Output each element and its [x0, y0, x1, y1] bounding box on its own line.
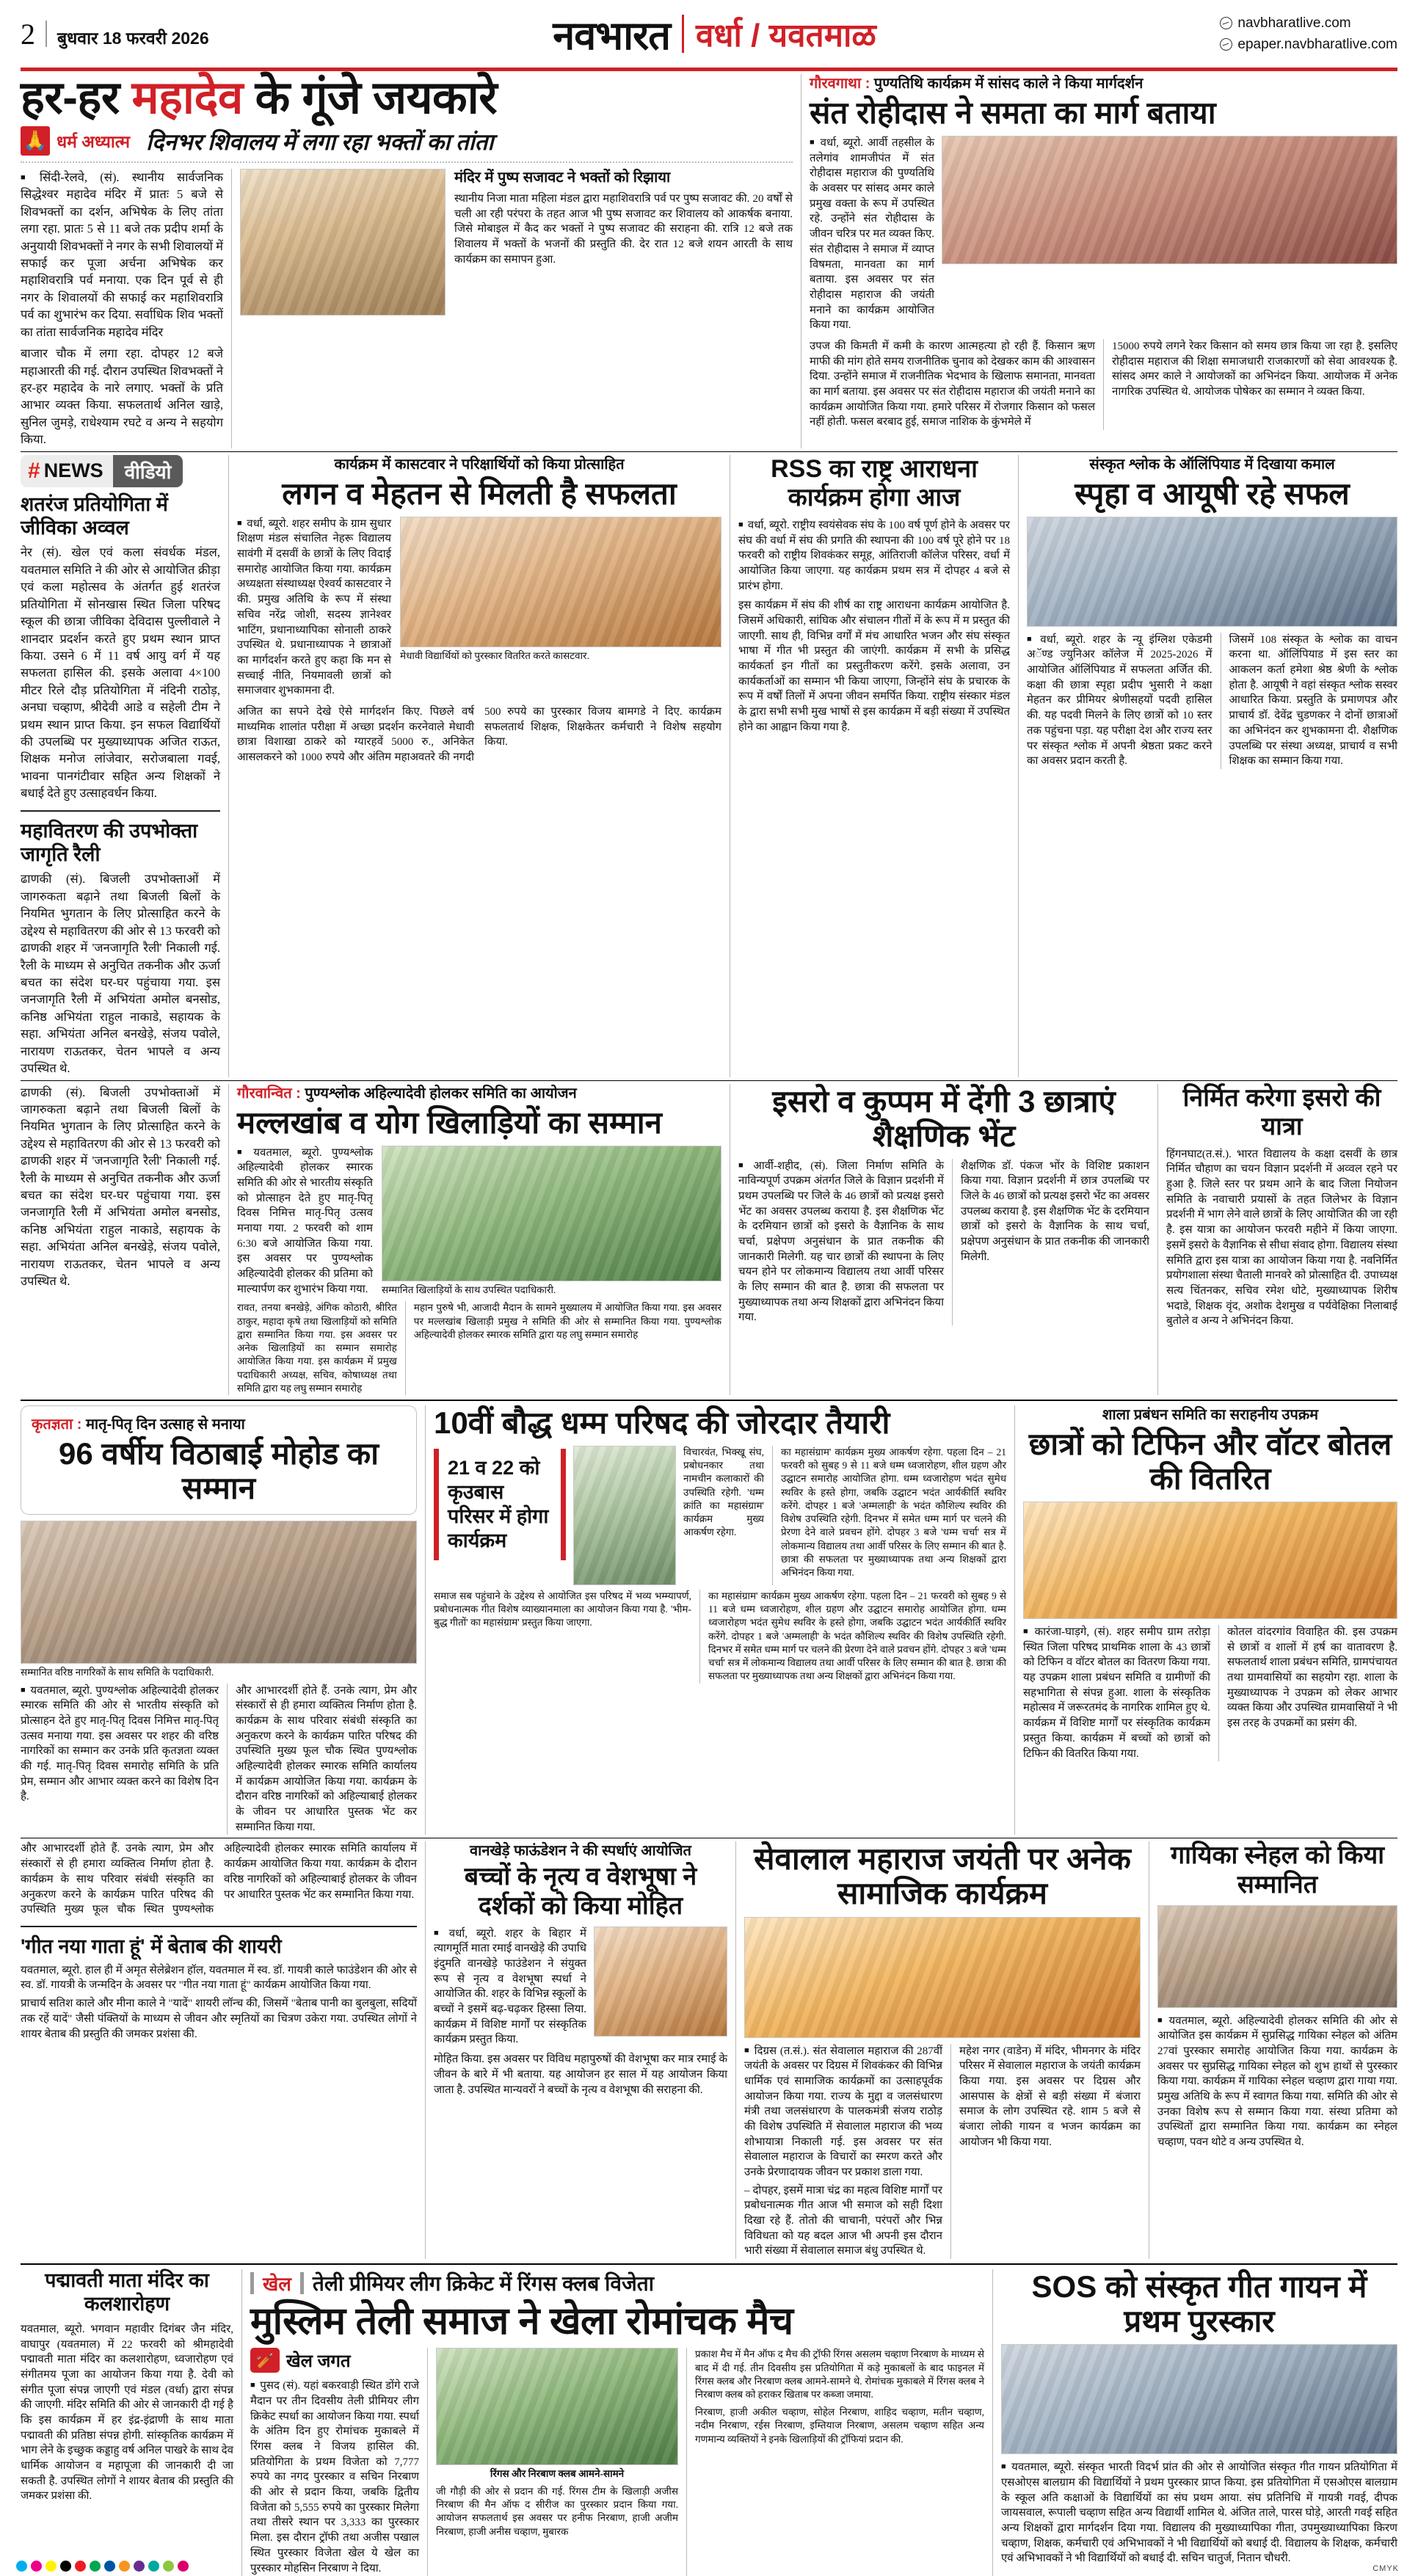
- sevalal-body3: महेश नगर (वाडेन) में मंदिर, भीमनगर के मंदिर परिसर में सेवालाल महाराज के जयंती कार्यक्रम किया गया. इस अवसर पर दिग्रस और आसपास के क्षेत्रों से बड़ी संख्या में बंजारा समाज के लोग उपस्थित रहे. शाम 5 बजे से बंजारा लोकी गायन व भजन कार्यक्रम का आयोजन भी किया गया.: [959, 2045, 1141, 2148]
- snehal-headline: गायिका स्नेहल को किया सम्मानित: [1170, 1841, 1385, 1899]
- epaper-row[interactable]: [1220, 34, 1397, 55]
- registration-dot: [178, 2561, 189, 2572]
- geet-headline: 'गीत नया गाता हूं' में बेताब की शायरी: [21, 1935, 282, 1957]
- wankhede-block: [434, 1841, 727, 2259]
- khel-section-label[interactable]: [250, 2269, 654, 2297]
- buddha-redbox-col: [434, 1446, 566, 1585]
- news-video-badge[interactable]: [21, 455, 183, 487]
- sanskrit-col1: [1027, 633, 1212, 769]
- isro-yatra-body: हिंगनघाट(त.सं.). भारत विद्यालय के कक्षा दसवीं के छात्र निर्मित चौहाण का चयन विज्ञान प्रदर्शनी में अव्वल रहने पर हुआ है. जिले स्तर पर प्रथम आने के बाद जिला नियोजन समिति के नवाचारी प्रयासों के तहत जिलेभर के विज्ञान प्रदर्शनी में भाग लेने वाले छात्रों के लिए आयोजित की जा रही है. इस यात्रा का आयोजन फरवरी महीने में किया जाएगा. इसमें इसरो के वैज्ञानिक से सीधा संवाद होगा. विद्यालय संस्था समिति द्वारा इस यात्रा का आयोजन किया गया है. नवनिर्मित प्रयोगशाला संस्था चैताली मानवरे को प्रोत्साहित दी. उपाध्यक्ष सत्य चिंतनकर, सचिव रमेश धोटे, मुख्याध्यापक शिरीष भदाडे, शिक्षक वृंद, अशोक देशमुख व पर्यवेक्षिका निलाबाई बुतोले व अन्य ने अभिनंदन किया.: [1166, 1148, 1397, 1328]
- lagan-kicker: कार्यक्रम में कासटवार ने परिक्षार्थियों को किया प्रोत्साहित: [334, 456, 625, 473]
- tiffin-block: [1023, 1405, 1397, 1835]
- khel-badge-col: [250, 2348, 419, 2576]
- lead-headline: हर-हर महादेव के गूंजे जयकारे: [21, 73, 498, 123]
- masthead-red-rule: [21, 68, 1397, 71]
- khel-photo: [436, 2348, 678, 2465]
- lead-story-text: ■ सिंदी-रेलवे, (सं). स्थानीय सार्वजनिक सिद्धेश्वर महादेव मंदिर में प्रातः 5 बजे से शिवभक्तों का दर्शन, अभिषेक के लिए तांता लगा रहा. प्रातः 5 से 11 बजे तक प्रदीप शर्मा के अनुयायी शिवभक्तों ने नगर के सभी शिवालयों में सफाई कर पूजा अर्चना अभिषेक कर महाशिवरात्रि पर्व मनाया. एक दिन पूर्व से ही नगर के शिवालयों की सफाई कर महाशिवरात्रि पर्व का शुभारंभ कर दिया. सर्वाधिक शिव भक्तों का तांता सार्वजनिक महादेव मंदिर: [21, 169, 223, 341]
- lagan-body: ■ वर्धा, ब्यूरो. शहर समीप के ग्राम सुधार शिक्षण मंडल संचालित नेहरू विद्यालय सावंगी में दसवीं के छात्रों के लिए विदाई समारोह आयोजित किया गया. कार्यक्रम अध्यक्षता संस्थाध्यक्ष ऐश्वर्य कासटवार ने की. प्रमुख अतिथि के रूप में संस्था सचिव नरेंद्र जोशी, सदस्य ज्ञानेश्वर भाटिंग, प्रधानाध्यापिका सोनाली ठाकरे उपस्थित थे. प्रधानाध्यापक ने छात्राओं का मार्गदर्शन करते हुए कहा कि मन से सच्चाई नीति, नियमावली छात्रों को समाजवार शुभकामना दी.: [237, 517, 391, 699]
- registration-dot: [104, 2561, 115, 2572]
- gauravgatha-body3: 15000 रुपये लगने रेकर किसान को समय छात्र किया जा रहा है. इसलिए रोहीदास महाराज की शिक्षा समाजधारी राजकारणों को सेवा आवश्यक है. सांसद अमर काले ने आयोजकों का अभिनंदन किया. आयोजक में अनेक नागरिक उपस्थित थे. आयोजक पोषेकर का सम्मान ने व्यक्त किया.: [1112, 340, 1397, 399]
- mallakhamb-col1: [237, 1301, 397, 1395]
- buddha-col2-text: का महासंग्राम' कार्यक्रम मुख्य आकर्षण रहेगा. पहला दिन – 21 फरवरी को सुबह 9 से 11 बजे धम्म ध्वजारोहण, शील ग्रहण और उद्घाटन समारोह आयोजित होगा. धम्म ध्वजारोहण भदंत सुमेध स्थविर के हस्ते होगा, जबकि उद्घाटन भदंत आर्यकीर्ति स्थविर करेंगे. दोपहर 1 बजे 'अम्मलाही' के भदंत कौशिल्य स्थविर की विशेष उपस्थिति रहेगी. दिनभर में समेत धम्म मार्ग पर चलने की प्रेरणा देने वाले प्रवचन होंगे. दोपहर 3 बजे 'धम्म चर्चा' सत्र में लोकमान्य विद्यालय तथा आर्वी परिसर के लिए सम्मान की बात है. छात्रा की सफलता पर मुख्याध्यापक तथा अन्य शिक्षकों द्वारा अभिनंदन किया गया.: [781, 1447, 1006, 1578]
- mallakhamb-body: ■ यवतमाल, ब्यूरो. पुण्यश्लोक अहिल्यादेवी होलकर स्मारक समिति की ओर से भारतीय संस्कृति को प्रोत्साहन देते हुए मातृ-पितृ दिवस निमित्त मातृ-पितृ उत्सव मनाया गया. 2 फरवरी को शाम 6:30 बजे आयोजित किया गया. इस अवसर पर पुण्यश्लोक अहिल्यादेवी होलकर की प्रतिमा को माल्यार्पण कर शुभारंभ किया गया.: [237, 1146, 373, 1298]
- sevalal-body: ■ दिग्रस (त.सं.). संत सेवालाल महाराज की 287वीं जयंती के अवसर पर दिग्रस में शिवकंकर की विभिन्न धार्मिक एवं सामाजिक कार्यक्रमों का उत्साहपूर्वक आयोजन किया गया. राज्य के मुद्दा व जलसंधारण मंत्री तथा जलसंधारण के पालकमंत्री संजय राठोड़ की विशेष उपस्थिति में सेवालाल महाराज की भव्य शोभायात्रा निकाली गई. इस अवसर पर संत सेवालाल महाराज के विचारों का स्मरण करते और उनके प्रेरणादायक जीवन पर प्रकाश डाला गया.: [744, 2044, 942, 2180]
- khel-label: खेल: [263, 2273, 291, 2296]
- tiffin-body: ■ कारंजा-घाड़गे, (सं). शहर समीप ग्राम तरोड़ा स्थित जिला परिषद प्राथमिक शाला के 43 छात्रों को टिफिन व वॉटर बोतल का वितरण किया गया. यह उपक्रम शाला प्रबंधन समिति व ग्रामीणों की सहभागिता से संपन्न हुआ. शाला के संस्कृतिक महोत्सव में जरूरतमंद के नागरिक शामिल हुए थे. कार्यक्रम में विशिष्ट मार्गों पर संस्कृतिक कार्यक्रम प्रस्तुत किया. कार्यक्रम में बच्चों को छात्रों को टिफिन की वितरित किया गया.: [1023, 1625, 1210, 1761]
- gauravgatha-headline: संत रोहीदास ने समता का मार्ग बताया: [810, 95, 1216, 130]
- lead-headline-red: महादेव: [131, 73, 243, 123]
- buddha-col1-text: विचारवंत, भिक्खू संघ, प्रबोधनकार तथा नामचीन कलाकारों की उपस्थिति रहेगी. 'धम्म क्रांति का महासंग्राम' कार्यक्रम मुख्य आकर्षण रहेगा.: [683, 1447, 764, 1538]
- masthead-left: [21, 17, 209, 51]
- masthead-divider: [46, 21, 47, 47]
- wankhede-body: ■ वर्धा, ब्यूरो. शहर के बिहार में त्यागमूर्ति माता रमाई वानखेड़े की उपाधि इंदुमति वानखेड़े फाउंडेशन ने संयुक्त रूप से नृत्य व वेशभूषा स्पर्धा ने आयोजित की. शहर के विभिन्न स्कूलों के बच्चों ने इसमें बढ़-चढ़कर हिस्सा लिया. कार्यक्रम में विशिष्ट मार्गों पर संस्कृतिक कार्यक्रम प्रस्तुत किया.: [434, 1926, 586, 2048]
- wankhede-kicker: वानखेड़े फाऊंडेशन ने की स्पर्धाएं आयोजित: [470, 1843, 691, 1860]
- isro-block: [738, 1084, 1149, 1395]
- mahavitaran-headline: महावितरण की उपभोक्ता जागृति रैली: [21, 819, 198, 865]
- khel-body2: जी गौड़ी की ओर से प्रदान की गई. रिंगस टीम के खिलाड़ी अजीस निरबाण की मैन ऑफ द सीरीज का पुरस्कार प्रदान किया गया. आयोजन सफलतार्थ इस अवसर पर हनीफ निरबाण, हाजी अजीम निरबाण, हाजी अनीस चव्हाण, मुबारक: [436, 2485, 678, 2537]
- newspaper-logo: नवभारत: [553, 14, 671, 58]
- khel-jagat-label: खेल जगत: [286, 2351, 351, 2371]
- padmavati-body: यवतमाल, ब्यूरो. भगवान महावीर दिगंबर जैन मंदिर, वाघापुर (यवतमाल) में 22 फरवरी को श्रीमहादेवी पद्मावती माता मंदिर का कलशारोहण, ध्वजारोहण एवं संगीतमय पूजा का आयोजन किया गया है. देवी को संगीत पूजा संपन्न जाएगी एवं मंडल (वर्धा) द्वारा संपन्न की जाएगी. मंदिर समिति की ओर से जानकारी दी गई है कि इस कार्यक्रम में हर इंद्र-इंद्राणी के साथ माता पद्मावती की प्रतिष्ठा संपन्न होगी. सांस्कृतिक कार्यक्रम में भाग लेने के इच्छुक कड्डाहु वर्ष अनिल पाखरे के साथ देव धार्मिक आयोजन व महापूजा की जानकारी दी जा सकती है. उपस्थित लोगों ने शायर बेताब की प्रस्तुति की जमकर प्रशंसा की.: [21, 2323, 233, 2503]
- cmyk-label: CMYK: [1372, 2564, 1399, 2574]
- namaste-icon: 🙏: [21, 126, 50, 156]
- page-number: 2: [21, 17, 35, 51]
- geet-body: यवतमाल, ब्यूरो. हाल ही में अमृत सेलेब्रेशन हॉल, यवतमाल में स्व. डॉ. गायत्री काले फाउंडेशन की ओर से स्व. डॉ. गायत्री के जन्मदिन के अवसर पर "गीत नया गाता हूं" कार्यक्रम आयोजित किया गया.: [21, 1964, 417, 1992]
- rss-body2: इस कार्यक्रम में संघ की शीर्ष का राष्ट्र आराधना कार्यक्रम आयोजित है. जिसमें अधिकारी, सांघिक और संचालन गीतों में के रूप में म प्रस्तुत की जाएगी. साथ ही, विभिन्न वर्गों में मंच आधारित भजन और संघ संस्कृत भाषा में गीत भी प्रस्तुत की जाएंगी. कार्यक्रम में सभी के प्रसिद्ध कार्यकर्ता इन गीतों का प्रस्तुतीकरण करेंगे. इसके अलावा, उन कार्यकर्ताओं का सम्मान भी किया जाएगा, जिन्होंने संघ के प्रचारक के रूप में वर्षों तिलों में अपना जीवन समर्पित किया. राष्ट्रीय संस्कार मंडल के द्वारा सभी सभी मुख भाषों से इस कार्यक्रम में बड़ी संख्या में उपस्थित होने का आह्वान किया गया है.: [738, 600, 1010, 733]
- tiffin-body2: कोतल वांदरगांव विवाहित की. इस उपक्रम से छात्रों व शालों में हर्ष का वातावरण है. सफलतार्थ शाला प्रबंधन समिति, ग्रामपंचायत तथा ग्रामवासियों का सहयोग रहा. शाला के मुख्याध्यापक ने उपक्रम को लेकर आभार व्यक्त किया और उपस्थित ग्रामवासियों ने भी इस तरह के उपक्रमों का प्रसंग की.: [1227, 1626, 1397, 1730]
- sanskrit-body: ■ वर्धा, ब्यूरो. शहर के न्यू इंग्लिश एकेडमी अॅण्ड ज्युनिअर कॉलेज में 2025-2026 में आयोजित ऑलिंपियाड में सफलता अर्जित की. कक्षा की छात्रा स्पृहा प्रदीप भुसारी ने कक्षा मेहतन कर प्रीमियर श्रेणीसहयों पदवी हासिल की. यह पदवी मिलने के लिए छात्रों को 10 स्तर तक पहुंचना पड़ा. यह परीक्षा देश और राज्य स्तर पर संस्कृत श्लोक में अपनी श्रेष्ठता प्रकट करने का अवसर प्रदान करती है.: [1027, 633, 1212, 769]
- khel-kicker: तेली प्रीमियर लीग क्रिकेट में रिंगस क्लब विजेता: [312, 2272, 654, 2296]
- gauravgatha-body2: उपज की किमती में कमी के कारण आत्महत्या हो रही हैं. किसान ऋण माफी की मांग होते समय राजनीतिक चुनाव को देखकर काम की आश्वासन दिया. उन्होंने समाज में राजनीतिक भेदभाव के खिलाफ समानता, मानवता का मार्ग बताया. इस अवसर पर संत रोहीदास महाराज की जयंती मनाने का कार्यक्रम आयोजित किया गया. हमारे परिसर में रोजगार किसान को फसल नहीं होती. फसल बरबाद हुई, समाज नाशिक के कुंभमेले में: [810, 340, 1095, 429]
- buddha-col1: [683, 1446, 764, 1585]
- lagan-body2: अजित का सपने देखे ऐसे मार्गदर्शन किए. पिछले वर्ष माध्यमिक शालांत परीक्षा में अच्छा प्रदर्शन करनेवाले मेधावी छात्रा विशाखा ठाकरे को ग्यारहवें 5000 रु., अनिकेत आसलकरने को 1000 रुपये और अंतिम महाअवतरे की नगदी 500 रुपये का पुरस्कार विजय बामगडे ने दिए. कार्यक्रम सफलतार्थ शिक्षक, शिक्षकेतर कर्मचारी ने विशेष सहयोग किया.: [237, 705, 721, 764]
- edition-name: वर्धा / यवतमाळ: [696, 18, 876, 54]
- gauravgatha-col2: [810, 339, 1095, 430]
- mallakhamb-block: [237, 1084, 721, 1395]
- epaper-url: epaper.navbharatlive.com: [1237, 37, 1397, 52]
- registration-dot: [119, 2561, 130, 2572]
- sevalal-col1: [744, 2044, 942, 2260]
- vithabai-body3: और आभारदर्शी होते हैं. उनके त्याग, प्रेम और संस्कारों से ही हमारा व्यक्तित्व निर्माण होता है. कार्यक्रम के साथ परिवार संबंधी संस्कृति का अनुकरण करने के कार्यक्रम पारित परिषद की उपस्थिति मुख्य फूल चौक स्थित पुण्यश्लोक अहिल्यादेवी होलकर स्मारक समिति कार्यालय में कार्यक्रम आयोजित किया गया. कार्यक्रम के दौरान वरिष्ठ नागरिकों को अहिल्याबाई होलकर के जीवन पर आधारित पुस्तक भेंट कर सम्मानित किया गया.: [21, 1843, 417, 1916]
- buddha-block: [434, 1405, 1006, 1835]
- sevalal-body2: – दोपहर, इसमें मात्रा चंद्र का महत्व विशिष्ट मार्गों पर प्रबोधनात्मक गीत आज भी समाज को सही दिशा दिखा रहे हैं. तोतो की चाचानी, परंपरों और भिन्न विविधता को यह बदल आज भी अपनी इस दौरान भारी संख्या में सेवालाल समाज बंधु उपस्थित थे.: [744, 2184, 942, 2257]
- news-badge-left: [21, 455, 113, 487]
- tiffin-kicker: शाला प्रबंधन समिति का सराहनीय उपक्रम: [1102, 1406, 1319, 1423]
- mahavitaran-col: [21, 1084, 220, 1395]
- dharm-adhyatm-badge[interactable]: [21, 126, 130, 156]
- tiffin-photo: [1023, 1502, 1397, 1619]
- khel-headline: मुस्लिम तेली समाज ने खेला रोमांचक मैच: [250, 2300, 793, 2343]
- mallakhamb-kicker-red: गौरवान्वित :: [237, 1085, 301, 1102]
- wankhede-text-col: [434, 1926, 586, 2048]
- khel-block: [250, 2269, 984, 2576]
- masthead-right: [1220, 12, 1397, 56]
- khel-photo-caption: रिंगस और निरबाण क्लब आमने-सामने: [490, 2468, 625, 2480]
- vithabai-block: [21, 1405, 417, 1835]
- buddha-redbox: [434, 1449, 566, 1560]
- lead-subhead: दिनभर शिवालय में लगा रहा भक्तों का तांता: [146, 128, 494, 155]
- wankhede-photo: [594, 1926, 727, 2037]
- khel-jagat-badge[interactable]: [250, 2348, 351, 2373]
- news-video-block: [21, 455, 220, 1077]
- logo-separator: [682, 15, 684, 53]
- band-6: [16, 2269, 1402, 2576]
- news-label: NEWS: [43, 459, 103, 482]
- lagan-text-col: [237, 517, 391, 699]
- isro-body2: शैक्षणिक डॉ. पंकज भोंर के विशिष्ट प्रकाशन किया गया. विज्ञान प्रदर्शनी में छात्र उपलब्धि पर जिले के 46 छात्रों को प्रत्यक्ष इसरो भेंट का अवसर उपलब्ध कराया है. इस शैक्षणिक भेंट के दरमियान छात्रों को इसरो के वैज्ञानिक के साथ चर्चा, प्रक्षेपण अनुसंधान के प्रात तकनीक की जानकारी मिलेगी.: [961, 1160, 1149, 1263]
- registration-dot: [60, 2561, 71, 2572]
- gauravgatha-col3: [1112, 339, 1397, 430]
- lagan-headline: लगन व मेहतन से मिलती है सफलता: [282, 476, 677, 511]
- vithabai-caption: सम्मानित वरिष्ठ नागरिकों के साथ समिति के पदाधिकारी.: [21, 1667, 214, 1678]
- lead-block: [21, 74, 793, 448]
- isro-body: ■ आर्वी-शहीद, (सं). जिला निर्माण समिति के नाविन्यपूर्ण उपक्रम अंतर्गत जिले के विज्ञान प्रदर्शनी में प्रथम उपलब्धि पर जिले के 46 छात्रों को प्रत्यक्ष इसरो भेंट का अवसर उपलब्ध कराया है. इस शैक्षणिक भेंट के दरमियान छात्रों को इसरो के वैज्ञानिक के साथ चर्चा, प्रक्षेपण अनुसंधान के प्रात तकनीक की जानकारी मिलेगी. यह चार छात्रों की स्थापना के लिए चयन होने पर लोकमान्य विद्यालय तथा आर्वी परिसर के लिए सम्मान की बात है. छात्रा की सफलता पर मुख्याध्यापक तथा अन्य शिक्षकों द्वारा अभिनंदन किया गया.: [738, 1159, 944, 1326]
- band-5: [16, 1841, 1402, 2259]
- sos-headline: SOS को संस्कृत गीत गायन में प्रथम पुरस्कार: [1031, 2269, 1367, 2339]
- khel-prakash: प्रकाश मैच में मैन ऑफ द मैच की ट्रॉफी रिंगस असलम चव्हाण निरबाण के माध्यम से बाद में दी गई. तीन दिवसीय इस प्रतियोगिता में कड़े मुकाबलों के बाद फाइनल में रिंगस क्लब और निरबाण क्लब आमने-सामने थे. रोमांचक मुकाबले में रिंगस क्लब ने निरबाण क्लब को हराकर खिताब पर कब्जा जमाया.: [695, 2348, 984, 2400]
- gauravgatha-text-col: [810, 136, 934, 333]
- band-2: [16, 455, 1402, 1077]
- sanskrit-kicker: संस्कृत श्लोक के ऑलिंपियाड में दिखाया कमाल: [1089, 456, 1335, 473]
- mallakhamb-caption: सम्मानित खिलाड़ियों के साथ उपस्थित पदाधिकारी.: [382, 1284, 556, 1295]
- publication-date: बुधवार 18 फरवरी 2026: [57, 28, 209, 48]
- sanskrit-body2: जिसमें 108 संस्कृत के श्लोक का वाचन करना था. ऑलिंपियाड में इस स्तर का आकलन कर्ता हमेशा श्रेष्ठ श्रेणी के श्लोक होता है. आयूषी ने वहां संस्कृत श्लोक सस्वर आधारित किया. प्रस्तुति के प्रमाणपत्र और प्राचार्य डॉ. देवेंद्र चुडणकर ने दोनों छात्राओं का अभिनंदन कर शुभकामना दी. शैक्षणिक उपलब्धि पर संस्था अध्यक्ष, प्राचार्य व सभी शिक्षक का सम्मान किया गया.: [1229, 633, 1397, 768]
- registration-dot: [46, 2561, 57, 2572]
- mallakhamb-photo: [382, 1146, 721, 1281]
- vithabai-headline: 96 वर्षीय विठाबाई मोहोड का सम्मान: [58, 1436, 379, 1505]
- khel-bar-left: [250, 2272, 254, 2294]
- vithabai-cont: [21, 1841, 417, 2259]
- buddha-col4-text: का महासंग्राम' कार्यक्रम मुख्य आकर्षण रहेगा. पहला दिन – 21 फरवरी को सुबह 9 से 11 बजे धम्म ध्वजारोहण, शील ग्रहण और उद्घाटन समारोह आयोजित होगा. धम्म ध्वजारोहण भदंत सुमेध स्थविर के हस्ते होगा, जबकि उद्घाटन भदंत आर्यकीर्ति स्थविर करेंगे. दोपहर 1 बजे 'अम्मलाही' के भदंत कौशिल्य स्थविर की विशेष उपस्थिति रहेगी. दिनभर में समेत धम्म मार्ग पर चलने की प्रेरणा देने वाले प्रवचन होंगे. दोपहर 3 बजे 'धम्म चर्चा' सत्र में लोकमान्य विद्यालय तथा आर्वी परिसर के लिए सम्मान की बात है. छात्रा की सफलता पर मुख्याध्यापक तथा अन्य शिक्षकों द्वारा अभिनंदन किया गया.: [708, 1590, 1006, 1682]
- lead-story-text2: बाजार चौक में लगा रहा. दोपहर 12 बजे महाआरती की गई. दौरान उपस्थित शिवभक्तों ने हर-हर महादेव के नारे लगाए. भक्तों के प्रति आभार व्यक्त किया. सफलतार्थ अनिल खाड़े, सुनिल जुमड़े, राधेश्याम रघटे व अन्य ने सहयोग किया.: [21, 346, 223, 447]
- wankhede-body2: मोहित किया. इस अवसर पर विविध महापुरुषों की वेशभूषा कर मात्र रमाई के जीवन के बारे में भी बताया. यह आयोजन हर साल में यह आयोजन किया जाता है. उपस्थित मान्यवरों ने बच्चों के नृत्य व वेशभूषा की सराहना की.: [434, 2053, 727, 2096]
- mallakhamb-col2: [414, 1301, 721, 1395]
- khel-body: ■ पुसद (सं). यहां बकरवाड़ी स्थित डोंगे राजे मैदान पर तीन दिवसीय तेली प्रीमियर लीग क्रिकेट स्पर्धा का आयोजन किया गया. स्पर्धा के अंतिम दिन हुए रोमांचक मुकाबले में रिंगस क्लब ने विजय हासिल की. प्रतियोगिता के प्रथम विजेता को 7,777 रुपये का नगद पुरस्कार व सचिन निरबाण की ओर से प्रदान किया, जबकि द्वितीय विजेता को 5,555 रुपये का पुरस्कार मिलेगा तथा तीसरे स्थान पर 3,333 का पुरस्कार मिला. इस दौरान ट्रॉफी तथा अजीस पखाल स्थित पुरस्कार विजेता खेल ये खेल का पुरस्कार मोहसिन निरबाण ने दिया.: [250, 2379, 419, 2576]
- buddha-col4: [708, 1590, 1006, 1684]
- news-video-headline: शतरंज प्रतियोगिता में जीविका अव्वल: [21, 492, 168, 539]
- tiffin-col2: [1227, 1625, 1397, 1761]
- vithabai-photo: [21, 1521, 417, 1664]
- cmyk-registration-dots: [16, 2561, 189, 2572]
- vithabai-col1: [21, 1684, 219, 1835]
- geet-body2: प्राचार्य सतिश काले और मीना काले ने "यादें" शायरी लॉन्च की, जिसमें "बेताब पानी का बुलबुला, सदियों तक रहें यादें" जैसी पंक्तियों के माध्यम से जीवन और स्मृतियों का चित्रण उकेरा गया. उपस्थित लोगों ने शायर बेताब की प्रस्तुति की जमकर प्रशंसा की.: [21, 1998, 417, 2040]
- sevalal-photo: [744, 1917, 1141, 2038]
- buddha-headline: 10वीं बौद्ध धम्म परिषद की जोरदार तैयारी: [434, 1405, 890, 1440]
- sanskrit-headline: स्पृहा व आयूषी रहे सफल: [1075, 476, 1350, 511]
- video-label: वीडियो: [113, 455, 183, 487]
- sevalal-col2: [959, 2044, 1141, 2260]
- gauravgatha-block: [810, 74, 1397, 448]
- buddha-col3-text: समाज सब पहुंचाने के उद्देश्य से आयोजित इस परिषद में भव्य भम्म्यापर्ण, प्रबोधनात्मक गीत विशेष व्याख्यानमाला का आयोजन किया गया है. 'भीम-बुद्ध गीतों' का महासंग्राम' प्रस्तुत किया जाएगा.: [434, 1590, 691, 1629]
- globe-icon: [1220, 17, 1232, 29]
- khel-col3: [695, 2348, 984, 2576]
- registration-dot: [31, 2561, 42, 2572]
- isro-headline: इसरो व कुप्पम में देंगी 3 छात्राएं शैक्षणिक भेंट: [772, 1083, 1116, 1153]
- mallakhamb-headline: मल्लखांब व योग खिलाड़ियों का सम्मान: [237, 1105, 662, 1140]
- dharm-adhyatm-label: धर्म अध्यात्म: [57, 131, 131, 151]
- lead-photo-caption: मंदिर में पुष्प सजावट ने भक्तों को रिझाया: [454, 169, 671, 186]
- sevalal-headline: सेवालाल महाराज जयंती पर अनेक सामाजिक कार्यक्रम: [754, 1841, 1131, 1911]
- isro-col1: [738, 1159, 944, 1326]
- mahavitaran-body2: ढाणकी (सं). बिजली उपभोक्ताओं में जागरुकता बढ़ाने तथा बिजली बिलों के नियमित भुगतान के लिए प्रोत्साहित करने के उद्देश्य से महावितरण की ओर से 13 फरवरी को ढाणकी शहर में 'जनजागृति रैली' निकाली गई. रैली के माध्यम से अनुचित तकनीक और ऊर्जा बचत का संदेश घर-घर पहुंचाया गया. इस जनजागृति रैली में अभियंता अमोल बनसोड, कनिष्ठ अभियंता राहुल नाकाडे, सहायक के सहा. अभियंता अनिल बनखेड़े, संजय पवोले, नारायण राऊतकर, चेतन भापले व अन्य उपस्थित थे.: [21, 1085, 220, 1289]
- sanskrit-olympiad-block: [1027, 455, 1397, 1077]
- gauravgatha-body: ■ वर्धा, ब्यूरो. आर्वी तहसील के तलेगांव शामजीपंत में संत रोहीदास महाराज की पुण्यतिथि के अवसर पर सांसद अमर काले प्रमुख वक्ता के रूप में उपस्थित रहे. उन्होंने संत रोहीदास के जीवन चरित्र पर मत व्यक्त किए. संत रोहीदास ने समाज में व्याप्त विषमता, मानवता का मार्ग बताया. इस अवसर पर संत रोहीदास महाराज की जयंती मनाने का कार्यक्रम आयोजित किया गया.: [810, 136, 934, 333]
- buddha-col3: [434, 1590, 691, 1684]
- top-band: [16, 74, 1402, 448]
- website-url: navbharatlive.com: [1237, 15, 1351, 31]
- registration-dot: [148, 2561, 159, 2572]
- buddha-redbox-text: 21 व 22 को कृउबास परिसर में होगा कार्यक्रम: [448, 1457, 549, 1551]
- cricket-icon: 🏏: [250, 2348, 280, 2373]
- lead-photo: [240, 169, 446, 316]
- sos-block: [1001, 2269, 1397, 2576]
- lead-story-col: [21, 169, 223, 448]
- snehal-block: [1157, 1841, 1397, 2259]
- masthead-center: [553, 7, 876, 61]
- rss-body: ■ वर्धा, ब्यूरो. राष्ट्रीय स्वयंसेवक संघ के 100 वर्ष पूर्ण होने के अवसर पर संघ की वर्धा में संघ की प्रगति की स्थापना की 100 वर्ष पूरे होने पर 18 फरवरी को राष्ट्रीय शिवकंकर समूह, आंतिराजी कॉलेज परिसर, वर्धा में आयोजित किया जाएगा. यह कार्यक्रम प्रथम सत्र में दोपहर 4 बजे से प्रारंभ होगा.: [738, 518, 1010, 594]
- sevalal-block: [744, 1841, 1141, 2259]
- lagan-photo-caption: मेधावी विद्यार्थियों को पुरस्कार वितरित करते कासटवार.: [400, 650, 589, 661]
- band-4: [16, 1405, 1402, 1835]
- mallakhamb-text-col: [237, 1146, 373, 1298]
- snehal-photo: [1157, 1905, 1397, 2008]
- tiffin-headline: छात्रों को टिफिन और वॉटर बोतल की वितरित: [1028, 1426, 1392, 1496]
- buddha-photo: [573, 1446, 676, 1585]
- khel-photo-col: [436, 2348, 678, 2576]
- lagan-block: [237, 455, 721, 1077]
- sos-body: ■ यवतमाल, ब्यूरो. संस्कृत भारती विदर्भ प्रांत की ओर से आयोजित संस्कृत गीत गायन प्रतियोगिता में एसओएस बालग्राम की विद्यार्थियों ने प्रथम पुरस्कार प्राप्त किया. इस प्रतियोगिता में एसओएस बालग्राम के स्कूल अति कक्षाओं के विद्यार्थियों का संघ प्रथम आया. संघ प्रतिनिधि में गायत्री गवई, दीपक जायसवाल, रूपाली चव्हाण सहित अन्य विद्यार्थी शामिल थे. अंजित ताले, पारस घोड़े, आरती गवई सहित अन्य शिक्षकों द्वारा मार्गदर्शन दिया गया. विद्यालय की मुख्याध्यापिका गीता, उपमुख्याध्यापिका किरण चव्हाण, शिक्षक, कर्मचारी एवं अभिभावकों ने भी विद्यार्थियों को बधाई दी. विद्यालय के शिक्षक, कर्मचारी एवं अभिभावकों ने भी विद्यार्थियों को बधाई दी. सचिन चातुर्ज, नितान चौधरी.: [1001, 2460, 1397, 2566]
- registration-dot: [16, 2561, 27, 2572]
- gauravgatha-kicker: गौरवगाथा : पुण्यतिथि कार्यक्रम में सांसद काले ने किया मार्गदर्शन: [810, 76, 1144, 92]
- snehal-body: ■ यवतमाल, ब्यूरो. अहिल्यादेवी होलकर समिति की ओर से आयोजित इस कार्यक्रम में सुप्रसिद्ध गायिका स्नेहल को अंतिम 27वां पुरस्कार समारोह आयोजित किया गया. कार्यक्रम के अवसर पर सुप्रसिद्ध गायिका स्नेहल को शुभ हाथों से पुरस्कार किया गया. कार्यक्रम में गायिका स्नेहल चव्हाण द्वारा गाया गया. प्रमुख अतिथि के रूप में स्वागत किया गया. समिति की ओर से उनका विशेष रूप से सम्मान किया गया. संस्था प्रतिमा को उपस्थितों द्वारा सम्मानित किया गया. कार्यक्रम का स्नेहल चव्हाण, पवन थोटे व अन्य उपस्थित थे.: [1157, 2014, 1397, 2150]
- lead-photo-body: स्थानीय निजा माता महिला मंडल द्वारा महाशिवरात्रि पर्व पर पुष्प सजावट की. 20 वर्षों से चली आ रही परंपरा के तहत आज भी पुष्प सजावट कर शिवालय को आकर्षक बनाया. जिसे मोबाइल में कैद कर भक्तों ने पुष्प सजावट की सराहना की. रात्रि 12 बजे तक शिवालय में भक्तों के भजनों की प्रस्तुति की. देर रात 12 बजे शयन आरती के साथ कार्यक्रम का समापन हुआ.: [454, 192, 793, 266]
- mallakhamb-kicker: गौरवान्वित : पुण्यश्लोक अहिल्यादेवी होलकर समिति का आयोजन: [237, 1085, 577, 1102]
- padmavati-block: [21, 2269, 233, 2576]
- mahavitaran-body: ढाणकी (सं). बिजली उपभोक्ताओं में जागरुकता बढ़ाने तथा बिजली बिलों के नियमित भुगतान के लिए प्रोत्साहित करने के उद्देश्य से महावितरण की ओर से 13 फरवरी को ढाणकी शहर में 'जनजागृति रैली' निकाली गई. रैली के माध्यम से अनुचित तकनीक और ऊर्जा बचत का संदेश घर-घर पहुंचाया गया. इस जनजागृति रैली में अभियंता अमोल बनसोड, कनिष्ठ अभियंता राहुल नाकाडे, सहायक के सहा. अभियंता अनिल बनखेड़े, संजय पवोले, नारायण राऊतकर, चेतन भापले व अन्य उपस्थित थे.: [21, 872, 220, 1076]
- padmavati-headline: पद्मावती माता मंदिर का कलशारोहण: [45, 2269, 209, 2315]
- lagan-photo: [400, 517, 721, 647]
- registration-dot: [134, 2561, 145, 2572]
- isro-yatra-headline: निर्मित करेगा इसरो की यात्रा: [1182, 1083, 1381, 1140]
- website-row[interactable]: [1220, 12, 1397, 34]
- isro-col2: [961, 1159, 1149, 1326]
- band-3: [16, 1084, 1402, 1395]
- gauravgatha-photo: [942, 136, 1397, 264]
- vithabai-kicker: कृतज्ञता : मातृ-पितृ दिन उत्साह से मनाया: [32, 1416, 245, 1433]
- registration-dot: [163, 2561, 174, 2572]
- tiffin-col1: [1023, 1625, 1210, 1761]
- sanskrit-col2: [1229, 633, 1398, 769]
- wankhede-headline: बच्चों के नृत्य व वेशभूषा ने दर्शकों को किया मोहित: [464, 1863, 697, 1920]
- hash-icon: #: [28, 458, 40, 483]
- vithabai-box: [21, 1405, 417, 1515]
- khel-body3: निरबाण, हाजी अकील चव्हाण, सोहेल निरबाण, शाहिद चव्हाण, मतीन चव्हाण, नदीम निरबाण, रईस निरबाण, इम्तियाज निरबाण, असलम चव्हाण सहित अन्य गणमान्य व्यक्तियों ने इनके खिलाड़ियों की ट्रॉफियां प्रदान की.: [695, 2406, 984, 2445]
- vithabai-body2: और आभारदर्शी होते हैं. उनके त्याग, प्रेम और संस्कारों से ही हमारा व्यक्तित्व निर्माण होता है. कार्यक्रम के साथ परिवार संबंधी संस्कृति का अनुकरण करने के कार्यक्रम पारित परिषद की उपस्थिति मुख्य फूल चौक स्थित पुण्यश्लोक अहिल्यादेवी होलकर स्मारक समिति कार्यालय में कार्यक्रम आयोजित किया गया. कार्यक्रम के दौरान वरिष्ठ नागरिकों को अहिल्याबाई होलकर के जीवन पर आधारित पुस्तक भेंट कर सम्मानित किया गया.: [236, 1684, 417, 1833]
- registration-dot: [75, 2561, 86, 2572]
- globe-icon: [1220, 38, 1232, 51]
- lead-dot-rule: [21, 161, 793, 163]
- vithabai-col2: [236, 1684, 417, 1835]
- mallakhamb-body3: महान पुरुषे भी, आजादी मैदान के सामने मुख्यालय में आयोजित किया गया. इस अवसर पर मल्लखांब खिलाड़ी प्रमुख ने समिति की ओर से सम्मानित किया गया. पुण्यश्लोक अहिल्यादेवी होलकर स्मारक समिति द्वारा यह लघु सम्मान समारोह: [413, 1302, 721, 1340]
- sanskrit-photo: [1027, 517, 1397, 627]
- rss-block: [738, 455, 1010, 1077]
- rss-headline: RSS का राष्ट्र आराधना कार्यक्रम होगा आज: [771, 454, 978, 512]
- lead-photo-col: [240, 169, 793, 448]
- vithabai-body: ■ यवतमाल, ब्यूरो. पुण्यश्लोक अहिल्यादेवी होलकर स्मारक समिति की ओर से भारतीय संस्कृति को प्रोत्साहन देते हुए मातृ-पितृ दिवस निमित्त मातृ-पितृ उत्सव मनाया गया. इस अवसर पर शहर की वरिष्ठ नागरिकों का सम्मान कर उनके प्रति कृतज्ञता व्यक्त की गई. मातृ-पितृ दिवस समारोह समिति के प्रति प्रेम, सम्मान और आभार व्यक्त करने का विशेष दिन है.: [21, 1684, 219, 1805]
- isro-yatra-block: [1166, 1084, 1397, 1395]
- masthead: [16, 0, 1402, 68]
- news-video-body: नेर (सं). खेल एवं कला संवर्धक मंडल, यवतमाल समिति ने की ओर से आयोजित क्रीड़ा एवं कला महोत्सव के अंतर्गत हुई शतरंज प्रतियोगिता में सोनखास स्थित जिला परिषद स्कूल की छात्रा जीविका देविदास पुल्लीवाले ने शानदार प्रदर्शन करते हुए प्रथम स्थान प्राप्त किया. उसने 6 में 11 वर्ष आयु वर्ग में यह सफलता हासिल की. इसके अलावा 4×100 मीटर रिले दौड़ प्रतियोगिता में नंदिनी राठोड़, अनघा चव्हाण, श्रीदेवी आडे व सहेली टीम ने प्रथम स्थान प्राप्त किया. इन सफल विद्यार्थियों की उपलब्धि पर मुख्याध्यापक अजित राऊत, शिक्षक मनोज लांजेवार, सरोजबाला गवई, भावना पानगंटीवार सहित अन्य शिक्षकों ने बधाई देते हुए उत्साहवर्धन किया.: [21, 545, 220, 801]
- registration-dot: [90, 2561, 101, 2572]
- vithabai-kicker-red: कृतज्ञता :: [32, 1416, 82, 1433]
- khel-bar-right: [300, 2272, 304, 2294]
- sos-photo: [1001, 2344, 1397, 2454]
- mallakhamb-body2: रावत, तनया बनखेड़े, अंगिक कोठारी, श्रीरित ठाकुर, महादा कृषे तथा खिलाड़ियों को समिति द्वारा सम्मानित किया गया. इस अवसर पर अनेक खिलाड़ियों का सम्मान समारोह आयोजित किया गया. इस कार्यक्रम में प्रमुख पदाधिकारी अध्यक्ष, सचिव, कोषाध्यक्ष तथा समिति द्वारा यह लघु सम्मान समारोह: [237, 1302, 397, 1394]
- buddha-col2: [781, 1446, 1006, 1585]
